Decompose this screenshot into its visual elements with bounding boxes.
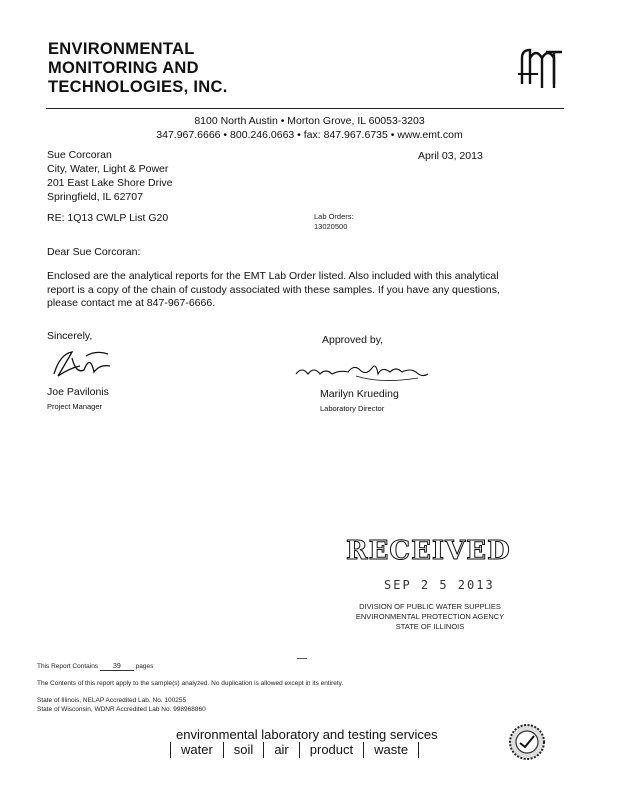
service-water: water [170, 742, 223, 758]
company-name-line1: ENVIRONMENTAL [48, 40, 195, 58]
recipient-org: City, Water, Light & Power [47, 163, 169, 175]
letterhead-rule [46, 108, 564, 109]
stamp-line3: STATE OF ILLINOIS [395, 622, 465, 631]
signature-marilyn-krueding [292, 356, 432, 386]
service-soil: soil [223, 742, 264, 758]
recipient-name: Sue Corcoran [47, 149, 112, 161]
footer-tagline: environmental laboratory and testing services [176, 727, 438, 742]
closing-approved: Approved by, [322, 334, 384, 346]
company-name-line3: TECHNOLOGIES, INC. [48, 78, 228, 96]
company-address: 8100 North Austin • Morton Grove, IL 60053-3203 [194, 115, 425, 127]
page-count-line [37, 663, 153, 671]
cert-illinois: State of Illinois, NELAP Accredited Lab. No. 100255 [37, 697, 187, 704]
company-name [48, 40, 228, 97]
lab-orders-value: 13020500 [314, 222, 348, 231]
scan-mark [297, 658, 307, 659]
emt-logo-icon [516, 44, 566, 94]
closing-sincerely: Sincerely, [47, 330, 93, 342]
accreditation-seal-icon [507, 722, 547, 762]
service-product: product [299, 742, 363, 758]
stamp-line2: ENVIRONMENTAL PROTECTION AGENCY [355, 612, 505, 621]
letter-body: Enclosed are the analytical reports for the EMT Lab Order listed. Also included with this analytical report is a copy of the chain of custody associated with these samples. If you have any questions, please contact me at 847-967-6666. [47, 270, 500, 309]
page-count-prefix: This Report Contains [37, 663, 99, 670]
salutation: Dear Sue Corcoran: [47, 246, 141, 258]
signer1-title: Project Manager [47, 402, 103, 411]
received-stamp-date: SEP 2 5 2013 [384, 578, 495, 592]
cert-wisconsin: State of Wisconsin, WDNR Accredited Lab No. 998968860 [37, 706, 206, 713]
lab-orders [314, 212, 354, 232]
company-name-line2: MONITORING AND [48, 59, 199, 77]
subject-line: RE: 1Q13 CWLP List G20 [47, 212, 169, 224]
received-stamp: RECEIVED [346, 536, 511, 566]
recipient-city: Springfield, IL 62707 [47, 191, 143, 203]
letter-date: April 03, 2013 [418, 150, 483, 162]
signer1-name: Joe Pavilonis [47, 386, 109, 398]
services-row [170, 742, 419, 758]
page-count-suffix: pages [135, 663, 154, 670]
signature-joe-pavilonis [50, 344, 120, 382]
company-contact: 347.967.6666 • 800.246.0663 • fax: 847.967.6735 • www.emt.com [156, 129, 463, 141]
signer2-name: Marilyn Krueding [320, 388, 399, 400]
received-stamp-agency [330, 602, 530, 632]
service-waste: waste [363, 742, 419, 758]
stamp-line1: DIVISION OF PUBLIC WATER SUPPLIES [359, 602, 501, 611]
page-count-number: 39 [100, 663, 134, 671]
recipient-street: 201 East Lake Shore Drive [47, 177, 173, 189]
content-note: The Contents of this report apply to the sample(s) analyzed. No duplication is allowed except in its entirety. [37, 680, 344, 687]
certifications [37, 696, 206, 714]
signer2-title: Laboratory Director [320, 404, 385, 413]
lab-orders-label: Lab Orders: [314, 212, 354, 221]
recipient-block [47, 148, 173, 204]
service-air: air [263, 742, 298, 758]
